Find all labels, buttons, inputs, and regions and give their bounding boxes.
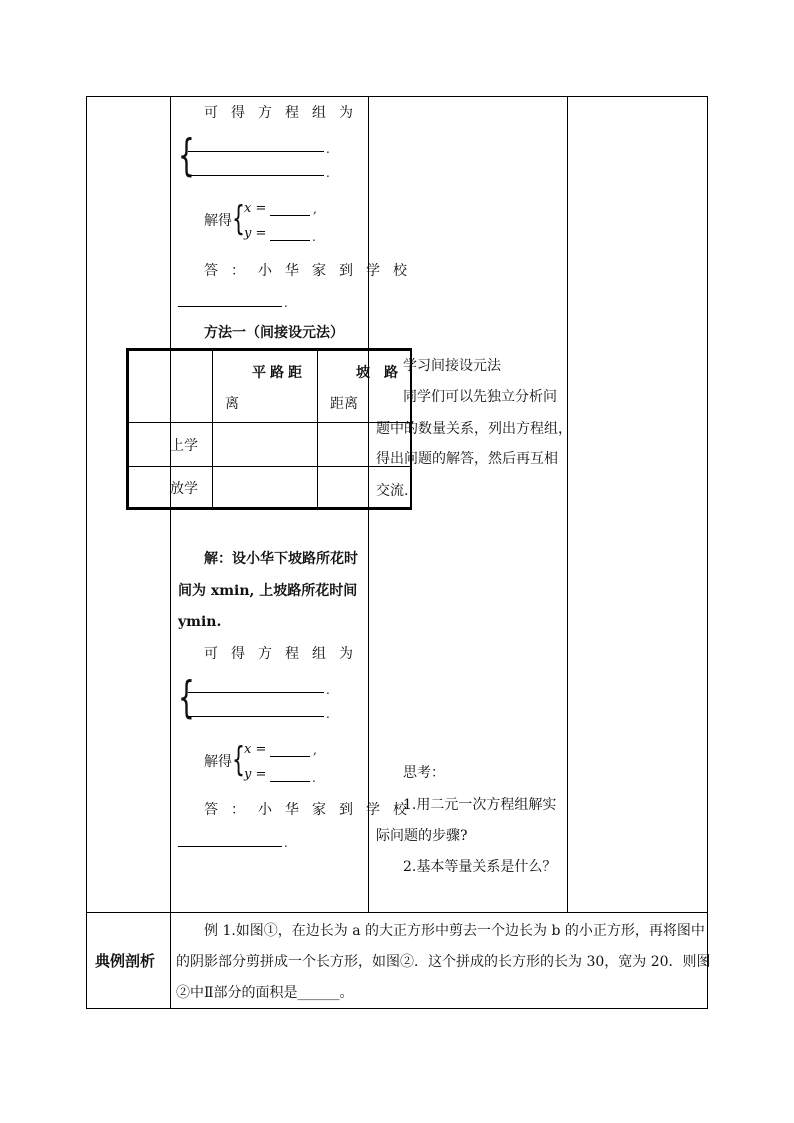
solution-line-2: 间为 xmin, 上坡路所花时间: [178, 583, 358, 599]
inner-table-hline-1: [126, 422, 412, 423]
equation-blank-2: [188, 175, 324, 176]
example-label: 典例剖析: [95, 952, 156, 970]
thinking-q1b: 际问题的步骤?: [376, 828, 468, 844]
row-divider: [86, 912, 708, 913]
dot: .: [312, 771, 316, 785]
comma: ,: [313, 743, 317, 757]
inner-table-left: [126, 348, 129, 510]
solve-prefix-2: 解得: [204, 754, 232, 770]
dot: .: [312, 230, 316, 244]
inner-table-top: [126, 348, 412, 351]
table-right-border: [707, 96, 708, 1009]
equation-blank-4: [188, 716, 324, 717]
dot: .: [284, 296, 288, 310]
dot: .: [284, 836, 288, 850]
table-bottom-border: [86, 1008, 708, 1009]
solution-line-1: 解：设小华下坡路所花时: [204, 551, 358, 567]
brace-icon: {: [232, 740, 245, 780]
inner-table-vline-2: [317, 348, 318, 510]
inner-table-vline-1: [212, 348, 213, 510]
dot: .: [326, 683, 330, 697]
note-line-2: 同学们可以先独立分析问: [403, 389, 557, 405]
column-divider-3: [567, 96, 568, 913]
thinking-title: 思考：: [403, 765, 445, 781]
example-line-2: 的阴影部分剪拼成一个长方形，如图②．这个拼成的长方形的长为 30，宽为 20．则图: [176, 954, 711, 970]
thinking-q2: 2.基本等量关系是什么？: [403, 859, 557, 875]
answer-blank-2: [178, 846, 282, 847]
header-slope-road-cont: 距离: [330, 396, 358, 412]
answer-blank: [178, 306, 282, 307]
column-divider-1: [170, 96, 171, 1009]
equation-intro-2: 可得方程组为: [204, 646, 366, 662]
equation-blank-1: [188, 151, 324, 152]
brace-icon: {: [178, 672, 195, 723]
dot: .: [326, 142, 330, 156]
row-label-from-school: 放学: [170, 481, 198, 497]
solve-y-2: y =: [244, 767, 267, 782]
column-divider-2: [368, 96, 369, 913]
brace-icon: {: [178, 130, 195, 181]
comma: ,: [313, 202, 317, 216]
dot: .: [326, 166, 330, 180]
dot: .: [326, 707, 330, 721]
equation-blank-3: [188, 692, 324, 693]
solve-x-blank: [270, 215, 310, 216]
inner-table-bottom: [126, 507, 412, 510]
thinking-q1a: 1.用二元一次方程组解实: [403, 797, 557, 813]
header-flat-road-cont: 离: [225, 396, 239, 412]
inner-table-hline-2: [126, 466, 412, 467]
header-slope-road: 坡 路: [356, 365, 398, 381]
note-line-3: 题中的数量关系，列出方程组，: [376, 421, 572, 437]
solve-x: x =: [244, 201, 267, 216]
note-line-5: 交流.: [376, 483, 409, 499]
solve-y-blank-2: [270, 781, 310, 782]
solve-y-blank: [270, 240, 310, 241]
solve-y: y =: [244, 226, 267, 241]
row-label-to-school: 上学: [170, 438, 198, 454]
solution-line-3: ymin.: [178, 614, 222, 630]
note-line-1: 学习间接设元法: [403, 358, 501, 374]
equation-intro: 可得方程组为: [204, 105, 366, 121]
table-left-border: [86, 96, 87, 1009]
example-line-3: ②中Ⅱ部分的面积是______。: [176, 985, 354, 1001]
solve-x-2: x =: [244, 742, 267, 757]
answer-text: 答：小华家到学校: [204, 263, 420, 279]
header-flat-road: 平路距: [252, 365, 306, 381]
table-top-border: [86, 96, 708, 97]
method-heading: 方法一（间接设元法）: [204, 325, 344, 341]
brace-icon: {: [232, 199, 245, 239]
example-line-1: 例 1.如图①，在边长为 a 的大正方形中剪去一个边长为 b 的小正方形，再将图中: [204, 923, 705, 939]
solve-prefix: 解得: [204, 213, 232, 229]
solve-x-blank-2: [270, 756, 310, 757]
answer-text-2: 答：小华家到学校: [204, 802, 420, 818]
note-line-4: 得出问题的解答，然后再互相: [376, 451, 558, 467]
